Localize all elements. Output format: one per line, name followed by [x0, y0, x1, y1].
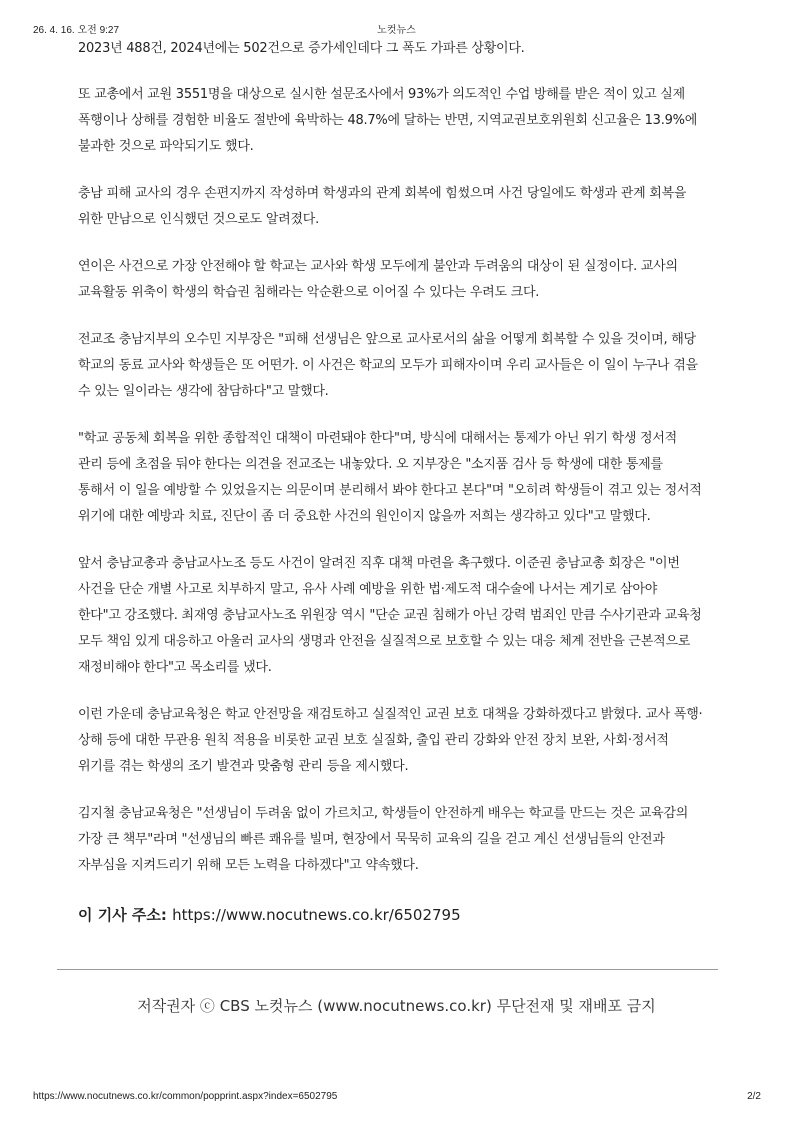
- article-url-label: 이 기사 주소:: [78, 906, 167, 924]
- article-paragraph: 충남 피해 교사의 경우 손편지까지 작성하며 학생과의 관계 회복에 힘썼으며 사건 당일에도 학생과 관계 회복을 위한 만남으로 인식했던 것으로도 알려졌다.: [78, 186, 687, 227]
- article-body: [78, 36, 703, 900]
- divider: [57, 969, 718, 970]
- article-paragraph: 연이은 사건으로 가장 안전해야 할 학교는 교사와 학생 모두에게 불안과 두려움의 대상이 된 실정이다. 교사의 교육활동 위축이 학생의 학습권 침해라는 악순환으로 이어질 수 있다는 우려도 크다.: [78, 259, 678, 300]
- article-paragraph: 전교조 충남지부의 오수민 지부장은 "피해 선생님은 앞으로 교사로서의 삶을 어떻게 회복할 수 있을 것이며, 해당 학교의 동료 교사와 학생들은 또 어떤가. 이 사건은 학교의 모두가 피해자이며 우리 교사들은 이 일이 누구나 겪을 수 있는 일이라는 생각에 참담하다"고 말했다.: [78, 332, 698, 399]
- print-datetime: 26. 4. 16. 오전 9:27: [33, 25, 120, 36]
- print-page-url: https://www.nocutnews.co.kr/common/popprint.aspx?index=6502795: [33, 1091, 338, 1102]
- article-paragraph: 2023년 488건, 2024년에는 502건으로 증가세인데다 그 폭도 가파른 상황이다.: [78, 41, 525, 56]
- article-paragraph: 앞서 충남교총과 충남교사노조 등도 사건이 알려진 직후 대책 마련을 촉구했다. 이준권 충남교총 회장은 "이번 사건을 단순 개별 사고로 치부하지 말고, 유사 사례 예방을 위한 법·제도적 대수술에 나서는 계기로 삼아야 한다"고 강조했다. 최재영 충남교사노조 위원장 역시 "단순 교권 침해가 아닌 강력 범죄인 만큼 수사기관과 교육청 모두 책임 있게 대응하고 아울러 교사의 생명과 안전을 실질적으로 보호할 수 있는 대응 체계 전반을 근본적으로 재정비해야 한다"고 목소리를 냈다.: [78, 556, 702, 675]
- print-page-number: 2/2: [747, 1091, 761, 1102]
- article-url-link[interactable]: https://www.nocutnews.co.kr/6502795: [172, 906, 461, 924]
- article-paragraph: 또 교총에서 교원 3551명을 대상으로 실시한 설문조사에서 93%가 의도적인 수업 방해를 받은 적이 있고 실제 폭행이나 상해를 경험한 비율도 절반에 육박하는 48.7%에 달하는 반면, 지역교권보호위원회 신고율은 13.9%에 불과한 것으로 파악되기도 했다.: [78, 87, 698, 154]
- article-paragraph: 이런 가운데 충남교육청은 학교 안전망을 재검토하고 실질적인 교권 보호 대책을 강화하겠다고 밝혔다. 교사 폭행·상해 등에 대한 무관용 원칙 적용을 비롯한 교권 보호 실질화, 출입 관리 강화와 안전 장치 보완, 사회·정서적 위기를 겪는 학생의 조기 발견과 맞춤형 관리 등을 제시했다.: [78, 707, 703, 774]
- article-paragraph: 김지철 충남교육청은 "선생님이 두려움 없이 가르치고, 학생들이 안전하게 배우는 학교를 만드는 것은 교육감의 가장 큰 책무"라며 "선생님의 빠른 쾌유를 빌며, 현장에서 묵묵히 교육의 길을 걷고 계신 선생님들의 안전과 자부심을 지켜드리기 위해 모든 노력을 다하겠다"고 약속했다.: [78, 806, 689, 873]
- article-url-line: [78, 904, 461, 925]
- print-footer: [0, 1091, 793, 1105]
- print-site-title: 노컷뉴스: [377, 25, 416, 36]
- print-header: [0, 21, 793, 35]
- article-paragraph: "학교 공동체 회복을 위한 종합적인 대책이 마련돼야 한다"며, 방식에 대해서는 통제가 아닌 위기 학생 정서적 관리 등에 초점을 둬야 한다는 의견을 전교조는 내놓았다. 오 지부장은 "소지품 검사 등 학생에 대한 통제를 통해서 이 일을 예방할 수 있었을지는 의문이며 분리해서 봐야 한다고 본다"며 "오히려 학생들이 겪고 있는 정서적 위기에 대한 예방과 치료, 진단이 좀 더 중요한 사건의 원인이지 않을까 저희는 생각하고 있다"고 말했다.: [78, 431, 702, 524]
- copyright-notice: 저작권자 ⓒ CBS 노컷뉴스 (www.nocutnews.co.kr) 무단전재 및 재배포 금지: [137, 997, 656, 1015]
